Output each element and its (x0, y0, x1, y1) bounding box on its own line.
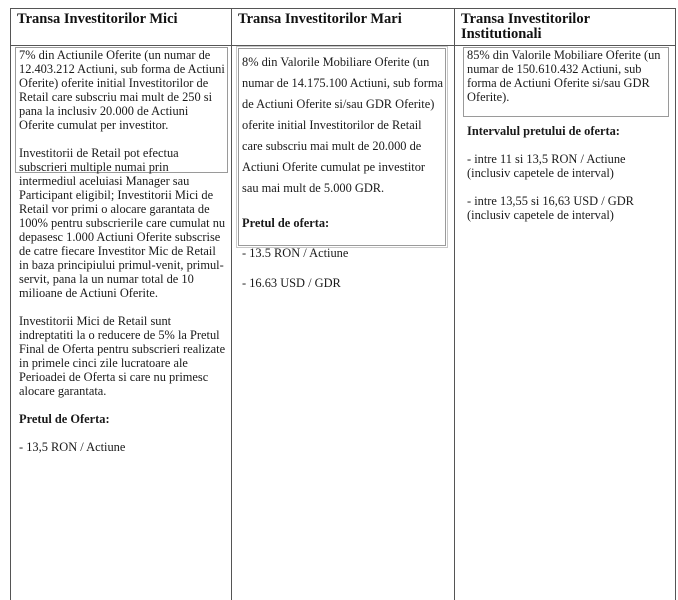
column-divider (231, 8, 232, 600)
column-header-small-investors: Transa Investitorilor Mici (17, 11, 178, 27)
offer-price-label: Pretul de Oferta: (19, 412, 110, 426)
offer-price-usd: - 16.63 USD / GDR (242, 276, 341, 290)
column-header-large-investors: Transa Investitorilor Mari (238, 11, 402, 27)
offer-price-interval-usd: - intre 13,55 si 16,63 USD / GDR (inclusiv capetele de interval) (467, 194, 634, 222)
large-investors-cell (242, 52, 444, 304)
offer-price-label: Pretul de oferta: (242, 216, 330, 230)
column-header-institutional-investors: Transa Investitorilor Institutionali (461, 11, 590, 42)
offer-price-ron: - 13,5 RON / Actiune (19, 440, 126, 454)
discount-eligibility: Investitorii Mici de Retail sunt indreptatiti la o reducere de 5% la Pretul Final de Oferta pentru subscrieri realizate in primele cinci zile lucratoare ale Perioadei de Oferta si care nu primesc alocare garantata. (19, 314, 226, 398)
table-right-border (675, 8, 676, 600)
institutional-investors-cell (467, 48, 667, 236)
retail-subscription-rules: Investitorii de Retail pot efectua subscrieri multiple numai prin intermediul aceluiasi Manager sau Participant eligibil; Investitorii Mici de Retail vor primi o alocare garantata de 100% pentru subscrierile care cumulat nu depasesc 1.000 Actiuni Oferite subscrise de catre fiecare Investitor Mic de Retail in baza principiului primul-venit, primul-servit, pana la un numar total de 10 milioane de Actiuni Oferite. (19, 146, 226, 300)
small-investors-cell (19, 48, 226, 468)
tranche-description: 85% din Valorile Mobiliare Oferite (un numar de 150.610.432 Actiuni, sub forma de Actiuni Oferite si/sau GDR Oferite). (467, 48, 661, 104)
offer-price-interval-ron: - intre 11 si 13,5 RON / Actiune (inclusiv capetele de interval) (467, 152, 626, 180)
offer-price-ron: - 13.5 RON / Actiune (242, 246, 349, 260)
tranche-description: 8% din Valorile Mobiliare Oferite (un numar de 14.175.100 Actiuni, sub forma de Actiuni Oferite si/sau GDR Oferite) oferite initial Investitorilor de Retail care subscriu mai mult de 20.000 de Actiuni Oferite cumulat pe investitor sau mai mult de 5.000 GDR. (242, 55, 443, 195)
tranche-description: 7% din Actiunile Oferite (un numar de 12.403.212 Actiuni, sub forma de Actiuni Oferite) oferite initial Investitorilor de Retail care subscriu mai mult de 250 si pana la inclusiv 20.000 de Actiuni Oferite cumulat per investitor. (19, 48, 225, 132)
offer-price-interval-label: Intervalul pretului de oferta: (467, 124, 620, 138)
column-divider (454, 8, 455, 600)
